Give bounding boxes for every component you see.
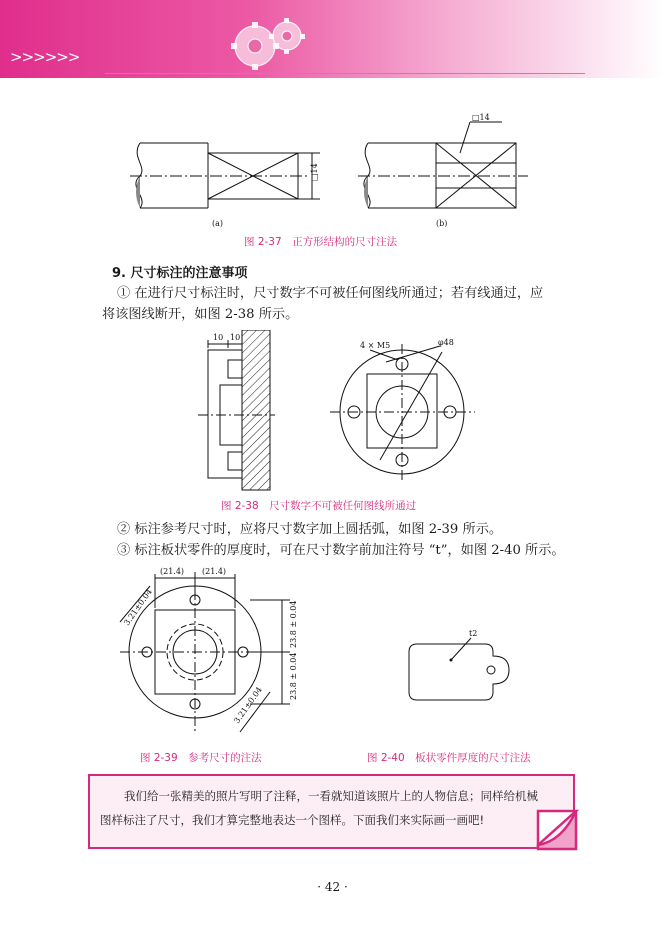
fig40-caption: 图 2-40 板状零件厚度的尺寸注法	[367, 752, 531, 764]
figure-2-37	[120, 108, 540, 230]
fig37-label-a: (a)	[212, 219, 224, 228]
header-band	[0, 0, 665, 78]
fig37-dim-b: □14	[472, 113, 490, 122]
fig37-dim-a: □14	[310, 163, 319, 181]
figure-2-39	[110, 562, 310, 740]
para3: ③ 标注板状零件的厚度时，可在尺寸数字前加注符号 “t”，如图 2-40 所示。	[117, 543, 565, 558]
fig39-dim-diag-upper: 3.21±0.04	[122, 587, 154, 628]
fig39-dim-top-right: (21.4)	[202, 567, 227, 576]
fig39-dim-top-left: (21.4)	[160, 567, 185, 576]
figure-2-38	[180, 330, 490, 495]
fig39-caption: 图 2-39 参考尺寸的注法	[140, 752, 262, 764]
para1-line2: 将该图线断开，如图 2-38 所示。	[102, 307, 299, 322]
note-text	[100, 784, 540, 832]
fig38-dim-thread: 4 × M5	[360, 341, 391, 350]
fig38-caption: 图 2-38 尺寸数字不可被任何图线所通过	[221, 500, 417, 512]
fig40-thickness: t2	[469, 629, 478, 638]
fig38-dim-dia: φ48	[438, 338, 454, 347]
page-number: · 42 ·	[317, 880, 348, 894]
section-title: 9. 尺寸标注的注意事项	[112, 266, 248, 281]
figure-2-40	[405, 622, 515, 704]
fig39-dim-right-lower: 23.8 ± 0.04	[289, 652, 298, 700]
fig39-dim-right-upper: 23.8 ± 0.04	[289, 600, 298, 648]
header-rule	[105, 73, 585, 74]
para1-line1: ① 在进行尺寸标注时，尺寸数字不可被任何图线所通过；若有线通过，应	[117, 286, 544, 301]
fig37-caption: 图 2-37 正方形结构的尺寸注法	[244, 236, 398, 248]
note-line-1: 我们给一张精美的照片写明了注释，一看就知道该照片上的人物信息；同样给机械	[124, 789, 538, 803]
fig39-dim-diag-lower: 3.21±0.04	[232, 685, 264, 726]
fig37-label-b: (b)	[436, 219, 448, 228]
gears-icon	[225, 8, 315, 78]
note-line-2: 图样标注了尺寸，我们才算完整地表达一个图样。下面我们来实际画一画吧!	[100, 813, 485, 827]
chevrons-decoration: >>>>>>	[10, 48, 80, 66]
fig38-dim-10-right: 10	[230, 333, 241, 342]
para2: ② 标注参考尺寸时，应将尺寸数字加上圆括弧，如图 2-39 所示。	[117, 522, 503, 537]
fig38-dim-10-left: 10	[213, 333, 224, 342]
